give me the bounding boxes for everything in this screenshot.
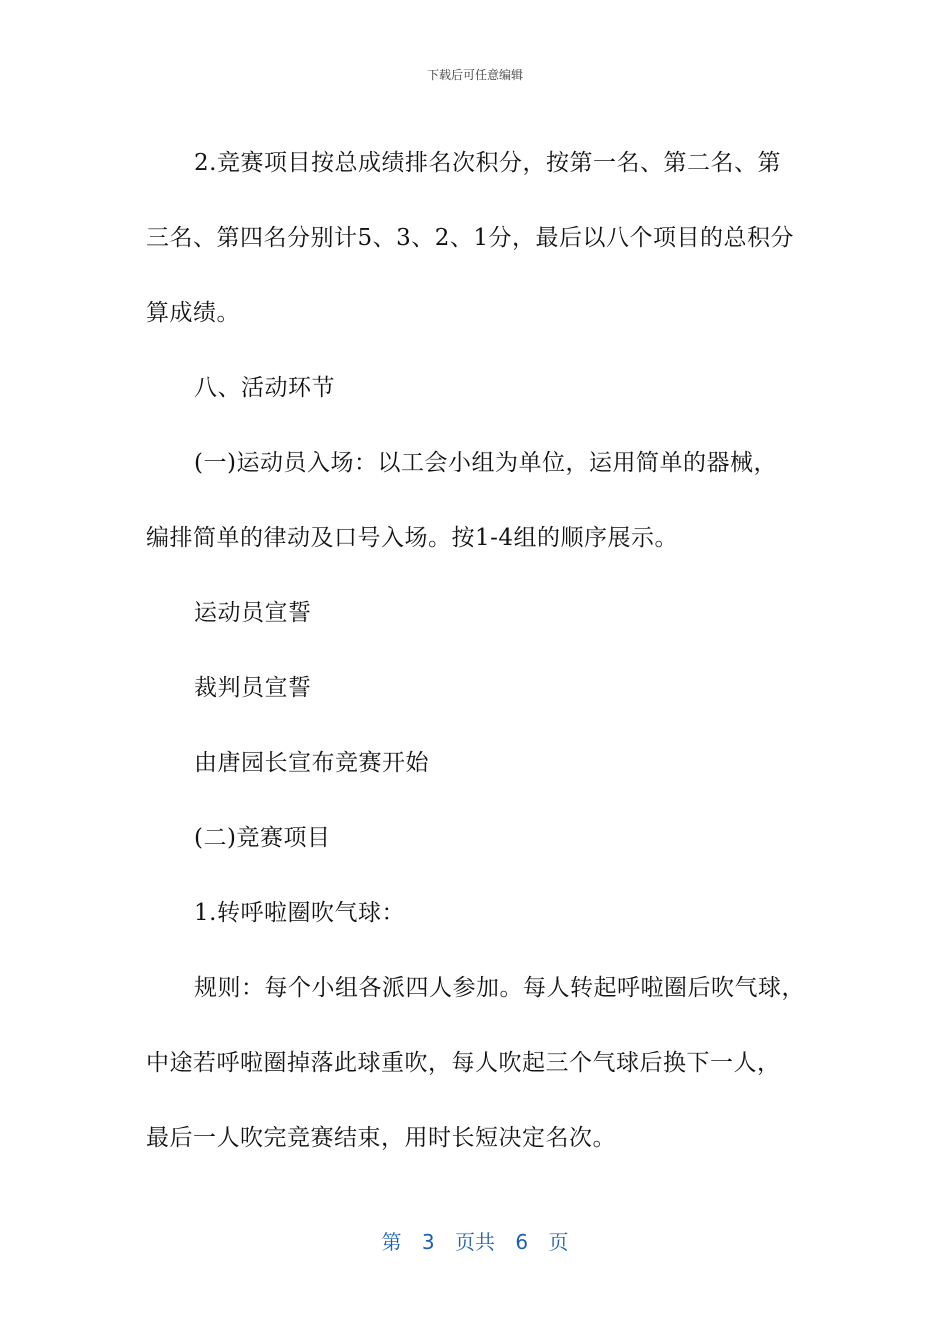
paragraph-line: 裁判员宣誓 (194, 675, 312, 701)
paragraph-line: 2.竞赛项目按总成绩排名次积分，按第一名、第二名、第 (194, 150, 781, 176)
page-header: 下载后可任意编辑 (426, 68, 523, 82)
paragraph-line: (一)运动员入场：以工会小组为单位，运用简单的器械， (194, 450, 777, 476)
footer-middle: 页共 (455, 1230, 495, 1254)
paragraph-line: 算成绩。 (146, 300, 240, 326)
paragraph-line: 三名、第四名分别计5、3、2、1分，最后以八个项目的总积分 (146, 225, 795, 251)
paragraph-line: 运动员宣誓 (194, 600, 312, 626)
page-footer (0, 1226, 950, 1255)
paragraph-line: 中途若呼啦圈掉落此球重吹，每人吹起三个气球后换下一人， (146, 1050, 781, 1076)
footer-prefix: 第 (381, 1230, 402, 1254)
current-page-number: 3 (421, 1230, 435, 1254)
paragraph-line: 编排简单的律动及口号入场。按1-4组的顺序展示。 (146, 525, 679, 551)
paragraph-line: 规则：每个小组各派四人参加。每人转起呼啦圈后吹气球， (194, 975, 805, 1001)
section-heading: 八、活动环节 (194, 375, 335, 401)
document-body (146, 126, 808, 1176)
footer-suffix: 页 (548, 1230, 569, 1254)
paragraph-line: 由唐园长宣布竞赛开始 (194, 750, 429, 776)
total-pages-number: 6 (515, 1230, 529, 1254)
item-heading: 1.转呼啦圈吹气球： (194, 900, 405, 926)
subsection-heading: (二)竞赛项目 (194, 825, 331, 851)
paragraph-line: 最后一人吹完竞赛结束，用时长短决定名次。 (146, 1125, 616, 1151)
